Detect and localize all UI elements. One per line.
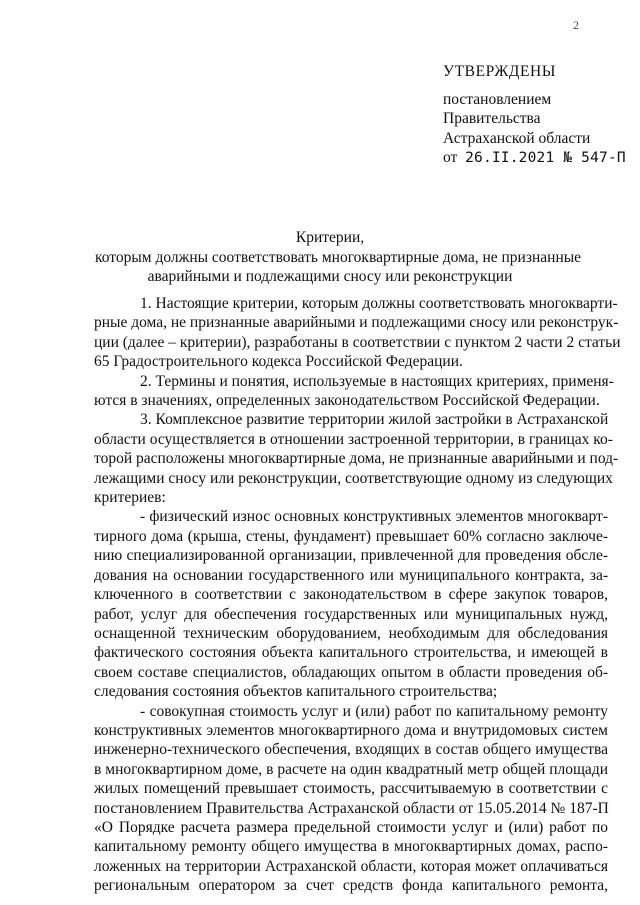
paragraph-line: оснащенной техническим оборудованием, необходимым для обследования — [94, 624, 608, 642]
paragraph-line: инженерно-технического обеспечения, входящих в состав общего имущества — [94, 741, 608, 759]
paragraph-line: ются в значениях, определенных законодательством Российской Федерации. — [94, 392, 600, 410]
paragraph-line: региональным оператором за счет средств фонда капитального ремонта, — [94, 877, 608, 895]
paragraph-line: следования состояния объектов капитального строительства; — [94, 683, 498, 701]
page-number: 2 — [573, 18, 579, 32]
paragraph-line: своем составе специалистов, обладающих опытом в области проведения об- — [94, 663, 608, 681]
paragraph-line: «О Порядке расчета размера предельной стоимости услуг и (или) работ по — [94, 818, 608, 836]
paragraph-line: 2. Термины и понятия, используемые в настоящих критериях, применя- — [140, 372, 614, 390]
paragraph-line: капитальному ремонту общего имущества в многоквартирных домах, распо- — [94, 838, 608, 856]
paragraph-line: нию специализированной организации, привлеченной для проведения обсле- — [94, 547, 608, 565]
title-line: аварийными и подлежащими сносу или реконструкции — [147, 268, 513, 285]
paragraph — [94, 507, 608, 701]
paragraph-line: конструктивных элементов многоквартирного дома и внутридомовых систем — [94, 721, 608, 739]
paragraph — [94, 372, 614, 411]
approval-line: Астраханской области — [443, 129, 591, 147]
paragraph-line: работ, услуг для обеспечения государственных или муниципальных нужд, — [94, 605, 608, 623]
paragraph-line: - физический износ основных конструктивных элементов многокварт- — [140, 508, 608, 526]
paragraph-line: в многоквартирном доме, в расчете на один квадратный метр общей площади — [94, 760, 608, 778]
paragraph-line: 65 Градостроительного кодекса Российской Федерации. — [94, 353, 463, 371]
title-line: которым должны соответствовать многоквартирные дома, не признанные — [95, 248, 582, 266]
paragraph-line: тирного дома (крыша, стены, фундамент) превышает 60% согласно заключе- — [94, 527, 608, 545]
paragraph-line: рные дома, не признанные аварийными и подлежащими сносу или реконструк- — [94, 314, 619, 332]
document-title — [95, 228, 582, 287]
paragraph-line: ключенного в соответствии с законодательством в сфере закупок товаров, — [94, 586, 608, 604]
document-body — [94, 294, 621, 896]
paragraph-line: области осуществляется в отношении застроенной территории, в границах ко- — [94, 430, 613, 448]
paragraph-line: жилых помещений превышает стоимость, рассчитываемую в соответствии с — [94, 780, 608, 798]
paragraph-line: ции (далее – критерии), разработаны в соответствии с пунктом 2 части 2 статьи — [94, 333, 621, 351]
paragraph-line: постановлением Правительства Астраханской области от 15.05.2014 № 187-П — [94, 799, 609, 817]
paragraph — [94, 410, 619, 507]
approval-heading: УТВЕРЖДЕНЫ — [443, 63, 556, 80]
date-prefix: от — [443, 149, 458, 166]
paragraph-line: торой расположены многоквартирные дома, не признанные аварийными и под- — [94, 450, 619, 468]
paragraph-line: лежащими сносу или реконструкции, соответствующие одному из следующих — [94, 469, 613, 487]
paragraph-line: - совокупная стоимость услуг и (или) работ по капитальному ремонту — [140, 702, 608, 720]
title-line: Критерии, — [295, 229, 365, 246]
approval-date-line — [443, 148, 633, 169]
paragraph-line: дования на основании государственного или муниципального контракта, за- — [94, 566, 608, 584]
approval-line: Правительства — [443, 110, 541, 127]
paragraph-line: критериев: — [94, 489, 166, 507]
paragraph-line: фактического состояния объекта капитального строительства, и имеющей в — [94, 644, 608, 662]
paragraph — [94, 702, 608, 896]
approval-block — [443, 62, 633, 169]
paragraph-line: ложенных на территории Астраханской области, которая может оплачиваться — [94, 857, 608, 875]
approval-line: постановлением — [443, 90, 552, 108]
date-stamp: 26.II.2021 № 547-П — [465, 150, 626, 166]
paragraph-line: 1. Настоящие критерии, которым должны соответствовать многокварти- — [140, 295, 618, 312]
paragraph-line: 3. Комплексное развитие территории жилой застройки в Астраханской — [140, 411, 609, 429]
paragraph — [94, 294, 621, 372]
